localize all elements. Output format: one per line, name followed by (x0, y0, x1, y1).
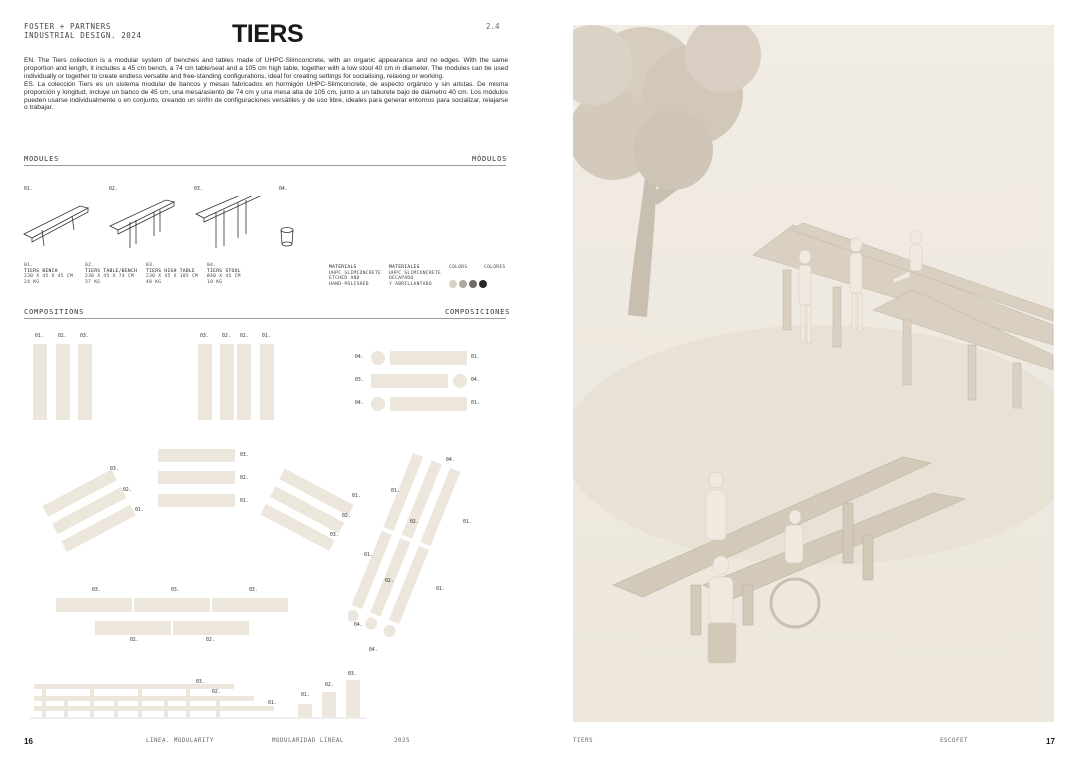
stool-elevation (298, 704, 312, 717)
studio-category: INDUSTRIAL DESIGN. 2024 (24, 31, 142, 40)
high-table-drawing (196, 196, 260, 248)
comp-label: 04. (446, 458, 455, 463)
comp-label: 02. (130, 638, 139, 643)
comp-label: 04. (354, 623, 363, 628)
product-description (24, 57, 508, 112)
stool-drawing (281, 228, 293, 247)
comp-label: 03. (80, 334, 89, 339)
stool-plan (363, 616, 379, 632)
swatch-color (459, 280, 467, 288)
comp-label: 01. (35, 334, 44, 339)
studio-name: FOSTER + PARTNERS (24, 22, 111, 31)
studio-credit (24, 22, 142, 40)
module-plan (220, 344, 234, 420)
footer-collection-es: MODULARIDAD LINEAL (272, 738, 344, 744)
comp-label: 03. (330, 533, 339, 538)
comp-label: 03. (92, 588, 101, 593)
module-drawings (22, 196, 302, 258)
product-render-photo (573, 25, 1054, 722)
comp-label: 03. (200, 334, 209, 339)
materials-heading: MATERIALS (329, 265, 357, 270)
comp-label: 03. (110, 467, 119, 472)
module-plan (78, 344, 92, 420)
render-illustration (573, 25, 1054, 722)
stool-plan (348, 608, 360, 624)
comp-label: 02. (325, 683, 334, 688)
module-plan (158, 471, 235, 484)
module-code: 01. (24, 263, 34, 268)
module-name: TIERS TABLE/BENCH (85, 268, 138, 274)
module-dims: 230 X 45 X 105 CM (146, 274, 199, 280)
stool-plan (371, 351, 385, 365)
module-plan (134, 598, 210, 612)
modules-heading: MODULES (24, 155, 60, 163)
comp-label: 02. (385, 579, 394, 584)
footer-collection: LINEA. MODULARITY (146, 738, 214, 744)
comp-label: 02. (58, 334, 67, 339)
module-name: TIERS HIGH TABLE (146, 268, 196, 274)
comp-label: 01. (471, 401, 480, 406)
compositions-heading-es: COMPOSICIONES (445, 308, 511, 316)
comp-label: 02. (342, 514, 351, 519)
module-number-04: 04. (279, 187, 288, 192)
comp-label: 04. (355, 401, 364, 406)
comp-label: 03. (171, 588, 180, 593)
module-plan (371, 374, 448, 388)
module-plan (390, 397, 467, 411)
comp-label: 01. (471, 355, 480, 360)
module-plan (158, 494, 235, 507)
description-en: EN. The Tiers collection is a modular system of benches and tables made of UHPC-Slimconcrete, with an organic appearance and no edges. With the same proportion and length, it includes a 45 cm bench, a 74 cm table/seat and a 105 cm high table, together with a low stool 40 cm in diameter. The modules can be used individually or together to create endless versatile and free-standing configurations, ideal for creating settings for socialising, relaxing or working. (24, 57, 508, 80)
comp-label: 01. (135, 508, 144, 513)
comp-label: 02. (240, 334, 249, 339)
compositions-heading: COMPOSITIONS (24, 308, 85, 316)
comp-label: 03. (249, 588, 258, 593)
module-plan (198, 344, 212, 420)
stool-plan (453, 374, 467, 388)
module-plan (260, 344, 274, 420)
stool-plan (371, 397, 385, 411)
comp-label: 03. (240, 453, 249, 458)
comp-label: 04. (471, 378, 480, 383)
materials-es (389, 265, 447, 287)
module-name: TIERS STOOL (207, 268, 241, 274)
comp-label: 02. (240, 476, 249, 481)
comp-label: 01. (301, 693, 310, 698)
module-elevation (34, 706, 274, 711)
comp-label: 03. (348, 672, 357, 677)
materiales-line: UHPC SLIMCONCRETE (389, 270, 442, 276)
module-code: 02. (85, 263, 95, 268)
module-plan (158, 449, 235, 462)
high-table-elevation (346, 680, 360, 717)
comp-label: 02. (410, 520, 419, 525)
table-elevation (322, 692, 336, 717)
module-plan (212, 598, 288, 612)
module-plan (390, 351, 467, 365)
tree (573, 25, 761, 317)
comp-label: 02. (123, 488, 132, 493)
module-weight: 37 KG (85, 279, 101, 285)
materials-line: HAND-POLISHED (329, 281, 369, 287)
module-weight: 24 KG (24, 279, 40, 285)
table-bench-drawing (110, 200, 174, 248)
materials-en (329, 265, 389, 287)
module-weight: 18 KG (207, 279, 223, 285)
composition-f (252, 462, 362, 562)
comp-label: 01. (352, 494, 361, 499)
module-plan (95, 621, 171, 635)
module-dims: Ø40 X 45 CM (207, 274, 241, 280)
comp-label: 02. (222, 334, 231, 339)
module-code: 04. (207, 263, 217, 268)
module-plan (173, 621, 249, 635)
footer-year: 2025 (394, 738, 410, 744)
swatch-color (479, 280, 487, 288)
comp-label: 02. (212, 690, 221, 695)
module-plan (237, 344, 251, 420)
comp-label: 02. (206, 638, 215, 643)
stool-plan (382, 623, 398, 639)
materials-line: ETCHED AND (329, 276, 360, 282)
page-title: TIERS (232, 20, 304, 48)
bench-drawing (24, 206, 88, 246)
footer-product: TIERS (573, 738, 593, 744)
colores-heading: COLORES (484, 265, 506, 270)
module-number-01: 01. (24, 187, 33, 192)
module-dims: 230 X 45 X 45 CM (24, 274, 74, 280)
modules-heading-es: MÓDULOS (472, 155, 508, 163)
comp-label: 01. (240, 499, 249, 504)
module-elevation (34, 696, 254, 701)
module-number-02: 02. (109, 187, 118, 192)
swatch-color (449, 280, 457, 288)
comp-label: 03. (355, 378, 364, 383)
comp-label: 04. (355, 355, 364, 360)
module-spec-table-bench (85, 263, 147, 285)
composition-d (36, 462, 146, 562)
swatch-color (469, 280, 477, 288)
comp-label: 01. (364, 553, 373, 558)
colors-heading: COLORS (449, 265, 468, 270)
comp-label: 01. (463, 520, 472, 525)
module-name: TIERS BENCH (24, 268, 58, 274)
comp-label: 01. (262, 334, 271, 339)
divider (24, 318, 506, 319)
materials-line: UHPC SLIMCONCRETE (329, 270, 382, 276)
divider (24, 165, 506, 166)
module-dims: 230 X 45 X 74 CM (85, 274, 135, 280)
page-number-right: 17 (1046, 737, 1055, 746)
module-number-03: 03. (194, 187, 203, 192)
comp-label: 03. (196, 680, 205, 685)
comp-label: 01. (268, 701, 277, 706)
comp-label: 01. (436, 587, 445, 592)
description-es: ES. La colección Tiers es un sistema modular de bancos y mesas fabricados en hormigón UHPC-Slimconcrete, de aspecto orgánico y sin aristas. De misma proporción y longitud, incluye un banco de 45 cm, una mesa/asiento de 74 cm y una mesa alta de 105 cm, junto a un taburete bajo de diámetro 40 cm. Los módulos pueden usarse individualmente o en conjunto, creando un sinfín de configuraciones versátiles y de uso libre, ideales para generar entornos para socializar, relajarse o trabajar. (24, 80, 508, 112)
materiales-line: Y ABRILLANTADO (389, 281, 432, 287)
materiales-line: DECAPADO (389, 276, 414, 282)
section-number: 2.4 (486, 22, 500, 31)
module-weight: 48 KG (146, 279, 162, 285)
footer-brand: ESCOFET (940, 738, 968, 744)
module-code: 03. (146, 263, 156, 268)
comp-label: 01. (391, 489, 400, 494)
materiales-heading: MATERIALES (389, 265, 420, 270)
comp-label: 04. (369, 648, 378, 653)
module-spec-stool (207, 263, 269, 285)
module-spec-high-table (146, 263, 208, 285)
module-plan (56, 598, 132, 612)
module-plan (56, 344, 70, 420)
module-plan (33, 344, 47, 420)
page-number-left: 16 (24, 737, 33, 746)
color-swatches (449, 275, 489, 293)
